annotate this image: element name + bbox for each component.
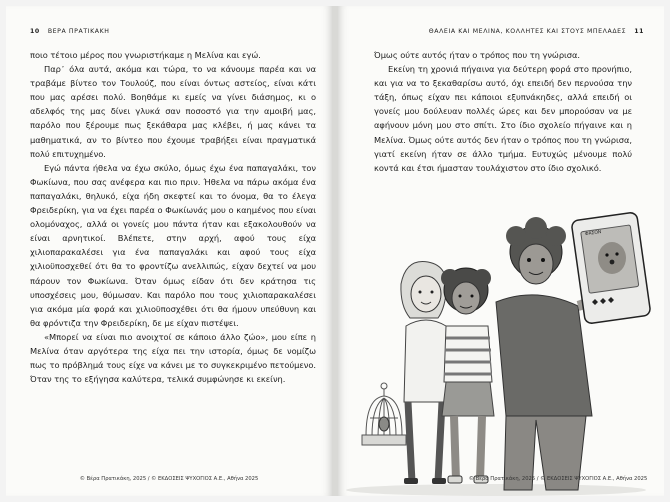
left-paragraph: «Μπορεί να είναι πιο ανοιχτοί σε κάποιο άλλο ζώο», μου είπε η Μελίνα όταν αργότερα της είχα πει την ιστορία, όμως δε νομίζω πως το πρόβλημά τους είχε να κάνει με το συγκεκριμένο πετούμενο. Όταν της το εξήγησα καλύτερα, τελικά συμφώνησε κι εκείνη.: [30, 331, 316, 385]
left-page: [6, 6, 332, 496]
birdcage-icon: [362, 383, 406, 445]
left-paragraph: Εγώ πάντα ήθελα να έχω σκύλο, όμως έχω ένα παπαγαλάκι, τον Φωκίωνα, που σας ανέφερα και πιο πριν. Ήθελα να πάρω ακόμα ένα παπαγαλάκι, θηλυκό, είχα ήδη σκεφτεί και το όνομα, θα το έλεγα Φρειδερίκη, για να έχει παρέα ο Φωκίωνάς μου ο καημένος που είναι ολομόναχος, αλλά οι γονείς μου πάντα ήταν και εξακολουθούν να είναι αρνητικοί. Βλέπετε, στην αρχή, αφού τους είχα χιλιοπαρακαλέσει για ένα παπαγαλάκι και αφού τους είχα χιλιοϋποσχεθεί ότι θα το φροντίζω ανελλιπώς, είχαν δεχτεί να μου πάρουν τον Φωκίωνα. Όταν όμως είδαν ότι δεν κράτησα τις υποσχέσεις μου, θύμωσαν. Και παρόλο που τους χιλιοπαρακαλέσει για ακόμα μία φορά και χιλιοϋποσχέθει ότι θα ήμουν υπεύθυνη και θα φρόντιζα την Φρειδερίκη, δε με είχαν πιστέψει.: [30, 162, 316, 328]
right-body-text: [374, 48, 632, 175]
right-page: [338, 6, 664, 496]
children-illustration: [346, 206, 656, 496]
left-footer: © Βέρα Πρατικάκη, 2025 / © ΕΚΔΟΣΕΙΣ ΨΥΧΟΓΙΟΣ Α.Ε., Αθήνα 2025: [79, 476, 259, 482]
left-paragraph: ποιο τέτοιο μέρος που γνωριστήκαμε η Μελίνα και εγώ.: [30, 50, 261, 60]
left-body-text: [30, 48, 316, 386]
ground-shadow: [346, 484, 646, 496]
right-paragraph: Όμως ούτε αυτός ήταν ο τρόπος που τη γνώρισα.: [374, 50, 581, 60]
right-page-number: 11: [634, 28, 644, 35]
author-name: ΒΕΡΑ ΠΡΑΤΙΚΑΚΗ: [47, 28, 110, 35]
left-paragraph: Παρ᾽ όλα αυτά, ακόμα και τώρα, το να κάνουμε παρέα και να τραβάμε βίντεο τον Τουλούζ, που είναι όντως αστείος, είναι κάτι που μας αρέσει πολύ. Βοηθάμε κι εμείς να γίνει διάσημος, κι ο αδελφός της μας δίνει γλυκά σαν ποσοστό για την αμοιβή μας, παρόλο που ξέρουμε πως ξεκάθαρα μας κλέβει, ή μας κάνει τα μαθηματικά, αν το βίντεο που έχουμε τραβήξει είναι πραγματικά πολύ επιτυχημένο.: [30, 64, 316, 159]
chapter-title: ΘΑΛΕΙΑ ΚΑΙ ΜΕΛΙΝΑ, ΚΟΛΛΗΤΕΣ ΚΑΙ ΣΤΟΥΣ ΜΠΕΛΑΔΕΣ: [428, 28, 627, 35]
phone-icon: [571, 212, 651, 324]
girl-blonde: [401, 261, 450, 484]
girl-striped-top: [441, 268, 494, 483]
left-page-number: 10: [30, 28, 40, 35]
left-running-head: [30, 28, 110, 35]
phone-screen-label: ΦΑΣΟΝ: [584, 230, 602, 238]
right-footer: © Βέρα Πρατικάκη, 2025 / © ΕΚΔΟΣΕΙΣ ΨΥΧΟΓΙΟΣ Α.Ε., Αθήνα 2025: [468, 476, 648, 482]
right-running-head: [429, 28, 644, 35]
right-paragraph: Εκείνη τη χρονιά πήγαινα για δεύτερη φορά στο προνήπιο, και για να το ξεκαθαρίσω αυτό, όχι επειδή δεν περνούσα την τάξη, όπως είχαν πει κάποιοι εξυπνάκηδες, αλλά επειδή οι γονείς μου δούλευαν πολλές ώρες και δεν μπορούσαν να με αφήνουν μόνη μου στο σπίτι. Στο ίδιο σχολείο πήγαινε και η Μελίνα. Όμως ούτε αυτός δεν ήταν ο τρόπος που τη γνώρισα, γιατί εκείνη ήταν σε άλλο τμήμα. Ευτυχώς μένουμε πολύ κοντά και έτσι ήμασταν τουλάχιστον στο ίδιο σχολικό.: [374, 64, 632, 173]
